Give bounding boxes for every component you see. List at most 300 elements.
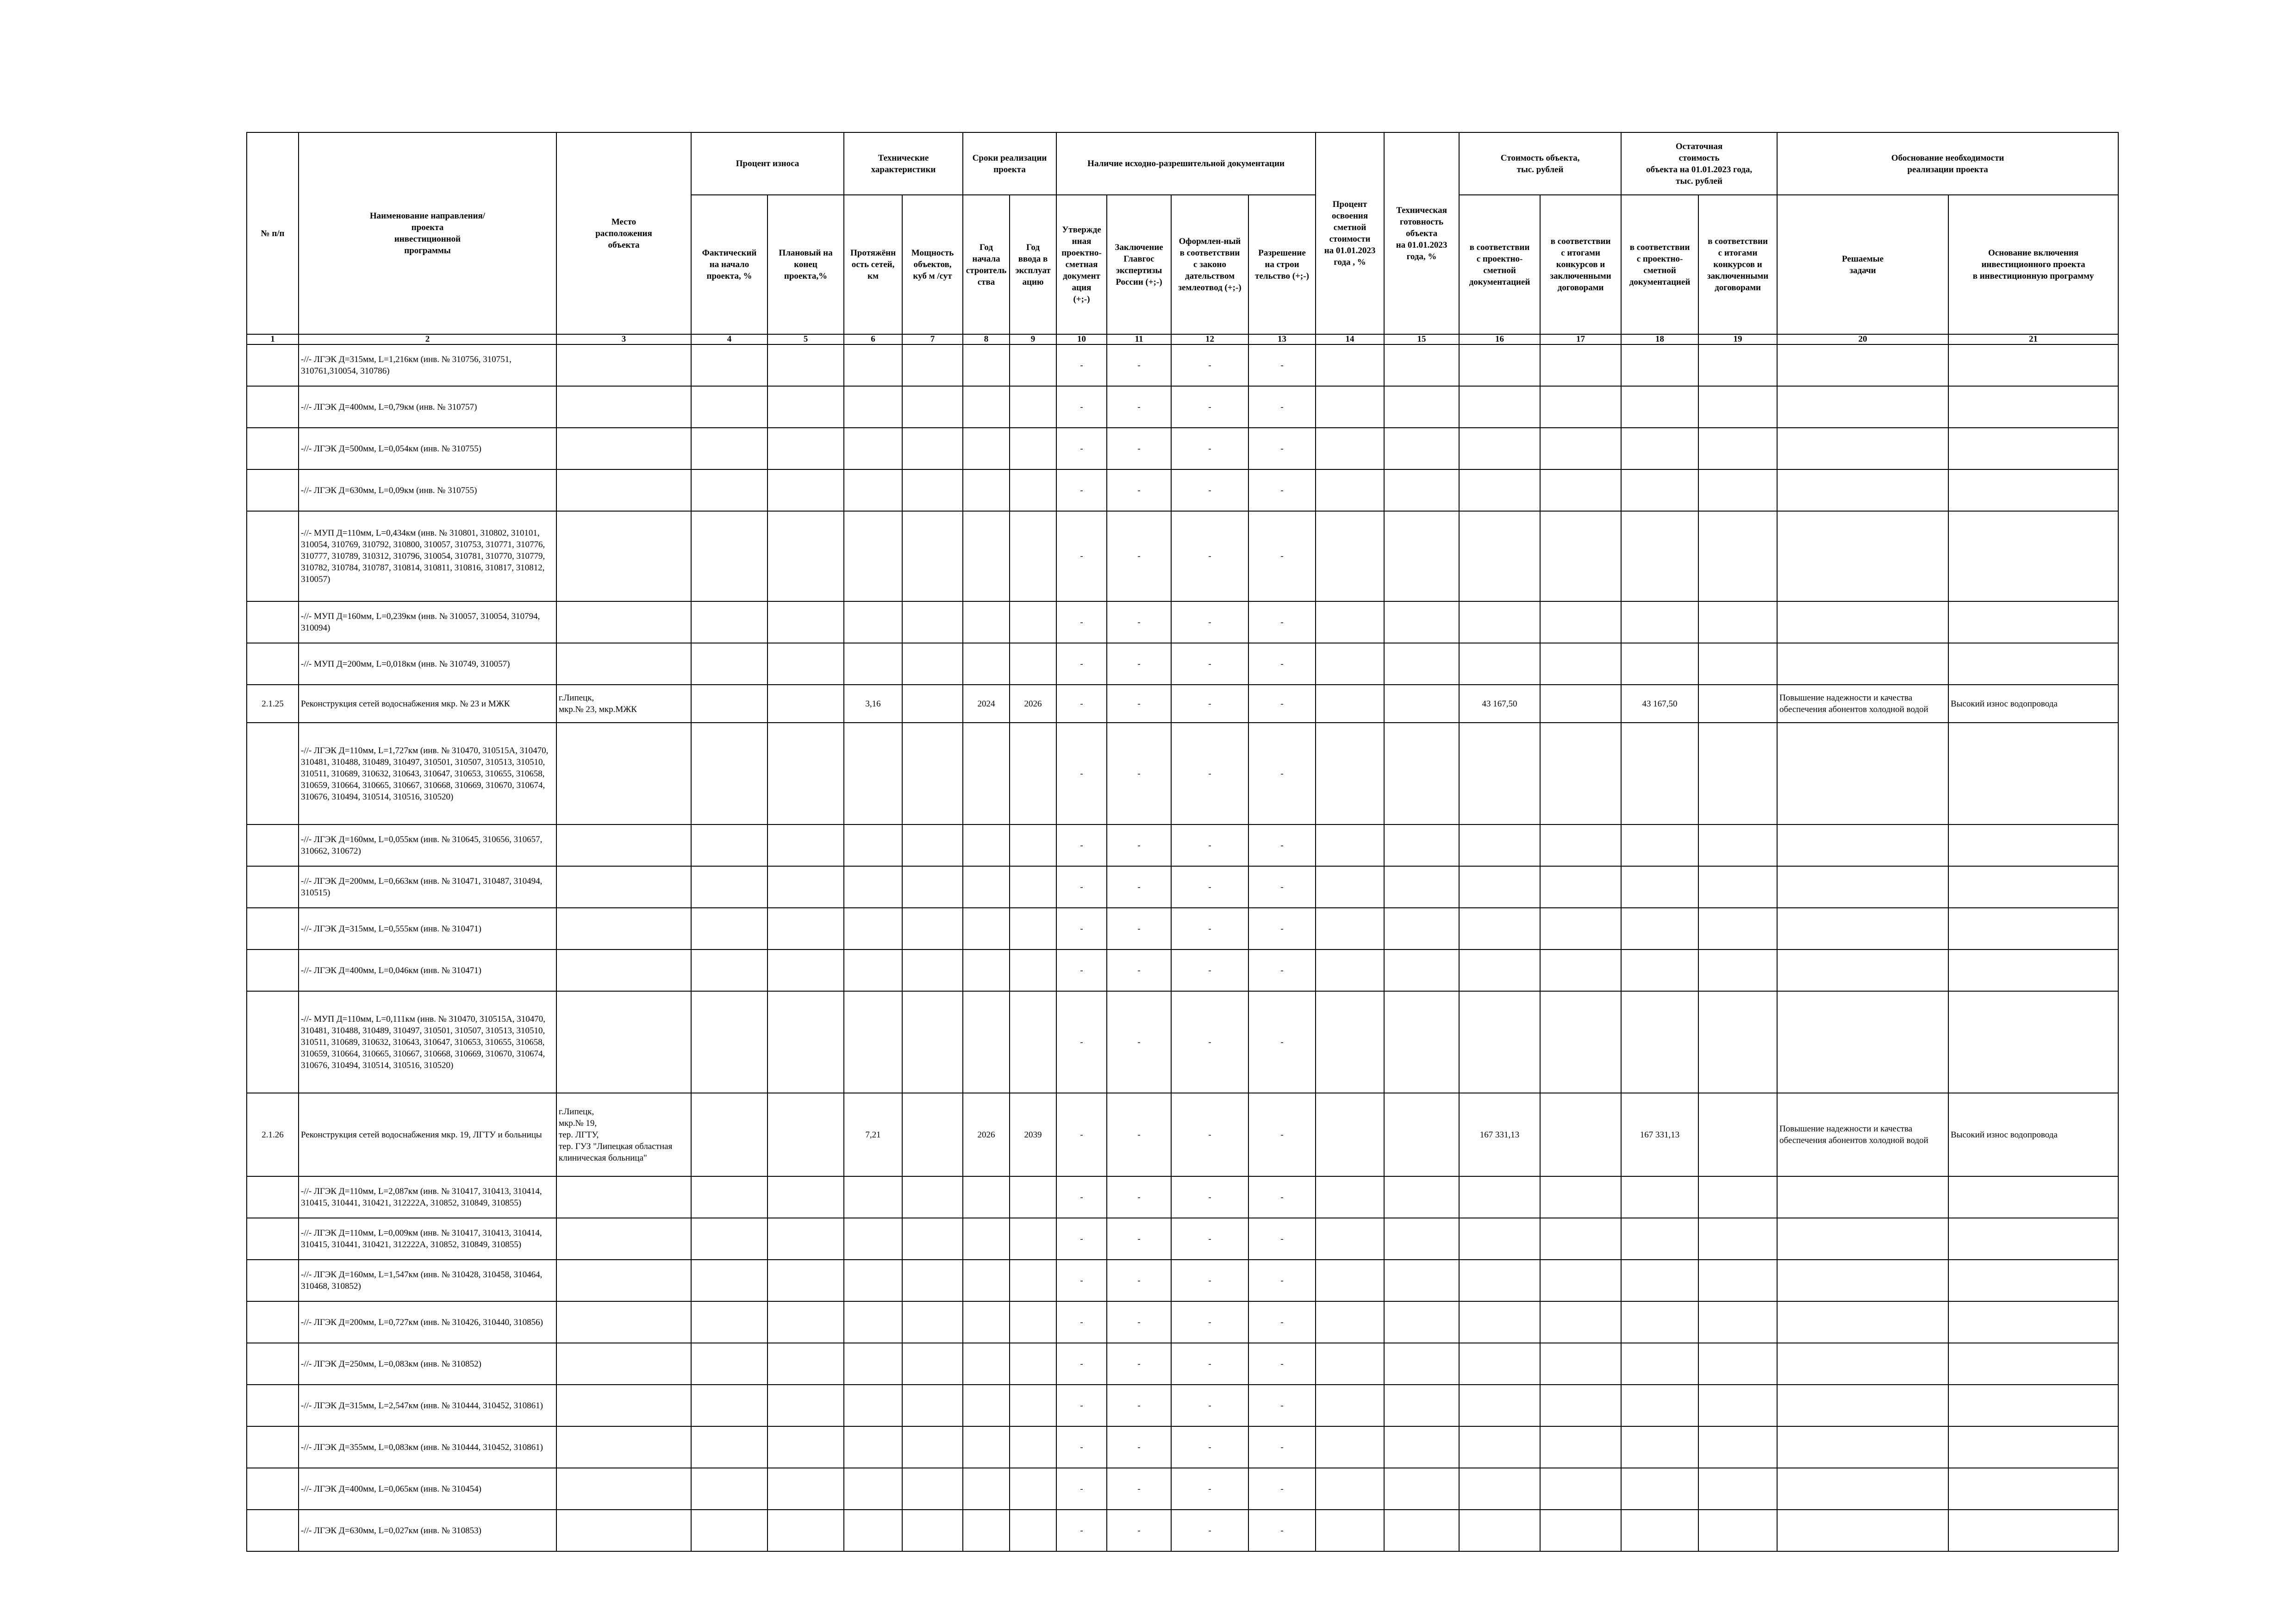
- row-number: [247, 511, 299, 601]
- row-doc-flag: -: [1171, 344, 1248, 386]
- row-capacity: [902, 1468, 963, 1510]
- row-cost-contracts: [1540, 1093, 1621, 1176]
- row-year-start: [963, 428, 1010, 469]
- row-number: [247, 469, 299, 511]
- table-row: [247, 344, 2118, 386]
- row-place: [556, 1385, 691, 1426]
- row-place: [556, 908, 691, 949]
- table-row: [247, 1343, 2118, 1385]
- row-number: [247, 949, 299, 991]
- row-length: [844, 643, 902, 685]
- row-cost-psd: [1459, 511, 1540, 601]
- row-wear-end: [767, 428, 844, 469]
- row-ready: [1384, 1176, 1459, 1218]
- row-length: [844, 1218, 902, 1260]
- row-place: [556, 723, 691, 824]
- row-rest-contracts: [1698, 469, 1777, 511]
- column-number: 6: [844, 334, 902, 344]
- table-row: [247, 1301, 2118, 1343]
- table-row: [247, 949, 2118, 991]
- row-place: [556, 1260, 691, 1301]
- row-wear-end: [767, 1218, 844, 1260]
- row-cost-contracts: [1540, 511, 1621, 601]
- header-ready: Техническая готовность объекта на 01.01.2023 года, %: [1384, 132, 1459, 334]
- row-ready: [1384, 1468, 1459, 1510]
- row-basis: [1948, 1260, 2118, 1301]
- row-year-start: [963, 1218, 1010, 1260]
- row-number: [247, 908, 299, 949]
- row-capacity: [902, 866, 963, 908]
- column-number: 7: [902, 334, 963, 344]
- header-docs: Наличие исходно-разрешительной документации: [1056, 132, 1316, 195]
- row-rest-psd: [1621, 1301, 1698, 1343]
- row-doc-flag: -: [1248, 1343, 1316, 1385]
- row-doc-flag: -: [1107, 1343, 1171, 1385]
- row-ready: [1384, 685, 1459, 723]
- row-wear-start: [691, 1468, 767, 1510]
- row-year-start: [963, 1176, 1010, 1218]
- row-length: [844, 1510, 902, 1551]
- row-capacity: [902, 601, 963, 643]
- row-wear-end: [767, 1426, 844, 1468]
- row-doc-flag: -: [1171, 643, 1248, 685]
- row-doc-flag: -: [1056, 991, 1107, 1093]
- row-length: [844, 949, 902, 991]
- row-basis: [1948, 1176, 2118, 1218]
- row-doc-flag: -: [1248, 344, 1316, 386]
- row-place: [556, 1468, 691, 1510]
- row-place: [556, 344, 691, 386]
- row-cost-psd: [1459, 386, 1540, 428]
- row-pct: [1316, 1218, 1384, 1260]
- row-ready: [1384, 386, 1459, 428]
- row-year-start: [963, 824, 1010, 866]
- row-place: [556, 469, 691, 511]
- row-pct: [1316, 685, 1384, 723]
- row-cost-contracts: [1540, 1218, 1621, 1260]
- row-capacity: [902, 469, 963, 511]
- row-doc-flag: -: [1248, 1468, 1316, 1510]
- row-number: [247, 723, 299, 824]
- row-basis: [1948, 1468, 2118, 1510]
- header-wear-start: Фактический на начало проекта, %: [691, 195, 767, 334]
- row-place: [556, 949, 691, 991]
- row-capacity: [902, 1510, 963, 1551]
- row-doc-flag: -: [1056, 1385, 1107, 1426]
- row-year-start: [963, 1468, 1010, 1510]
- row-doc-flag: -: [1171, 601, 1248, 643]
- row-ready: [1384, 428, 1459, 469]
- row-wear-end: [767, 824, 844, 866]
- row-pct: [1316, 1468, 1384, 1510]
- row-wear-start: [691, 428, 767, 469]
- row-ready: [1384, 1426, 1459, 1468]
- row-year-start: [963, 1260, 1010, 1301]
- row-wear-end: [767, 1468, 844, 1510]
- row-task: [1777, 428, 1948, 469]
- row-cost-psd: [1459, 1468, 1540, 1510]
- row-doc-flag: -: [1056, 601, 1107, 643]
- row-length: [844, 1426, 902, 1468]
- header-docs-expertise: Заключение Главгос экспертизы России (+;-): [1107, 195, 1171, 334]
- column-number: 18: [1621, 334, 1698, 344]
- row-doc-flag: -: [1107, 685, 1171, 723]
- row-wear-end: [767, 685, 844, 723]
- row-length: [844, 386, 902, 428]
- row-doc-flag: -: [1107, 344, 1171, 386]
- row-rest-psd: [1621, 386, 1698, 428]
- row-number: [247, 1426, 299, 1468]
- row-rest-contracts: [1698, 344, 1777, 386]
- column-number: 13: [1248, 334, 1316, 344]
- row-basis: Высокий износ водопровода: [1948, 1093, 2118, 1176]
- row-task: [1777, 511, 1948, 601]
- row-rest-contracts: [1698, 1343, 1777, 1385]
- row-wear-end: [767, 1343, 844, 1385]
- row-doc-flag: -: [1107, 1176, 1171, 1218]
- header-docs-permit: Разрешение на строи тельство (+;-): [1248, 195, 1316, 334]
- row-place: [556, 1176, 691, 1218]
- header-terms-end: Год ввода в эксплуат ацию: [1010, 195, 1056, 334]
- row-year-end: [1010, 601, 1056, 643]
- row-rest-psd: 43 167,50: [1621, 685, 1698, 723]
- header-tech: Технические характеристики: [844, 132, 963, 195]
- row-number: [247, 386, 299, 428]
- row-cost-contracts: [1540, 723, 1621, 824]
- row-doc-flag: -: [1056, 469, 1107, 511]
- row-rest-psd: [1621, 949, 1698, 991]
- row-pct: [1316, 991, 1384, 1093]
- row-doc-flag: -: [1107, 1260, 1171, 1301]
- row-length: [844, 428, 902, 469]
- row-capacity: [902, 1301, 963, 1343]
- row-ready: [1384, 643, 1459, 685]
- row-task: [1777, 1218, 1948, 1260]
- row-pct: [1316, 386, 1384, 428]
- row-doc-flag: -: [1056, 643, 1107, 685]
- row-year-end: [1010, 469, 1056, 511]
- table-row: [247, 601, 2118, 643]
- row-name: -//- ЛГЭК Д=110мм, L=2,087км (инв. № 310417, 310413, 310414, 310415, 310441, 310421, 312222А, 310852, 310849, 310855): [299, 1176, 556, 1218]
- row-length: [844, 723, 902, 824]
- header-reason-basis: Основание включения инвестиционного проекта в инвестиционную программу: [1948, 195, 2118, 334]
- row-wear-start: [691, 1093, 767, 1176]
- row-wear-start: [691, 643, 767, 685]
- row-wear-end: [767, 469, 844, 511]
- row-capacity: [902, 685, 963, 723]
- row-doc-flag: -: [1107, 469, 1171, 511]
- row-year-start: [963, 949, 1010, 991]
- row-name: -//- ЛГЭК Д=630мм, L=0,09км (инв. № 310755): [299, 469, 556, 511]
- row-cost-contracts: [1540, 601, 1621, 643]
- header-cost-contracts: в соответствии с итогами конкурсов и заключенными договорами: [1540, 195, 1621, 334]
- table-row: [247, 1260, 2118, 1301]
- header-reason-tasks: Решаемые задачи: [1777, 195, 1948, 334]
- row-name: -//- МУП Д=110мм, L=0,434км (инв. № 310801, 310802, 310101, 310054, 310769, 310792, 310800, 310057, 310753, 310771, 310776, 310777, 310789, 310312, 310796, 310054, 310781, 310770, 310779, 310782, 310784, 310787, 310814, 310811, 310816, 310817, 310812, 310057): [299, 511, 556, 601]
- row-wear-start: [691, 1218, 767, 1260]
- row-cost-contracts: [1540, 1468, 1621, 1510]
- row-number: [247, 1385, 299, 1426]
- row-cost-psd: [1459, 908, 1540, 949]
- row-rest-psd: [1621, 1510, 1698, 1551]
- row-year-end: [1010, 1468, 1056, 1510]
- row-number: [247, 344, 299, 386]
- table-row: [247, 1385, 2118, 1426]
- row-length: [844, 991, 902, 1093]
- row-doc-flag: -: [1107, 824, 1171, 866]
- row-wear-end: [767, 643, 844, 685]
- row-place: [556, 866, 691, 908]
- row-name: -//- ЛГЭК Д=400мм, L=0,79км (инв. № 310757): [299, 386, 556, 428]
- row-doc-flag: -: [1056, 1426, 1107, 1468]
- row-number: [247, 1218, 299, 1260]
- row-doc-flag: -: [1171, 1093, 1248, 1176]
- row-doc-flag: -: [1248, 511, 1316, 601]
- row-cost-contracts: [1540, 1426, 1621, 1468]
- row-doc-flag: -: [1107, 991, 1171, 1093]
- row-doc-flag: -: [1171, 469, 1248, 511]
- row-ready: [1384, 824, 1459, 866]
- row-length: [844, 866, 902, 908]
- row-number: [247, 1468, 299, 1510]
- row-capacity: [902, 1385, 963, 1426]
- row-doc-flag: -: [1171, 1385, 1248, 1426]
- row-task: [1777, 1260, 1948, 1301]
- row-number: 2.1.26: [247, 1093, 299, 1176]
- row-task: Повышение надежности и качества обеспечения абонентов холодной водой: [1777, 1093, 1948, 1176]
- row-year-start: [963, 991, 1010, 1093]
- row-doc-flag: -: [1171, 1343, 1248, 1385]
- row-doc-flag: -: [1107, 428, 1171, 469]
- row-year-end: [1010, 344, 1056, 386]
- row-pct: [1316, 344, 1384, 386]
- row-basis: [1948, 949, 2118, 991]
- row-place: [556, 1301, 691, 1343]
- row-length: [844, 344, 902, 386]
- row-rest-psd: [1621, 1218, 1698, 1260]
- row-length: [844, 469, 902, 511]
- row-rest-psd: [1621, 723, 1698, 824]
- column-number: 2: [299, 334, 556, 344]
- row-ready: [1384, 601, 1459, 643]
- table-row: [247, 685, 2118, 723]
- row-ready: [1384, 866, 1459, 908]
- row-rest-psd: [1621, 866, 1698, 908]
- column-number: 8: [963, 334, 1010, 344]
- row-doc-flag: -: [1248, 386, 1316, 428]
- row-basis: [1948, 469, 2118, 511]
- row-cost-psd: [1459, 1176, 1540, 1218]
- row-doc-flag: -: [1056, 1218, 1107, 1260]
- row-capacity: [902, 1218, 963, 1260]
- row-doc-flag: -: [1248, 469, 1316, 511]
- row-basis: [1948, 386, 2118, 428]
- row-rest-contracts: [1698, 949, 1777, 991]
- row-doc-flag: -: [1248, 824, 1316, 866]
- row-ready: [1384, 344, 1459, 386]
- row-year-end: [1010, 1510, 1056, 1551]
- row-doc-flag: -: [1107, 949, 1171, 991]
- row-task: [1777, 1468, 1948, 1510]
- row-wear-end: [767, 601, 844, 643]
- row-rest-psd: [1621, 1260, 1698, 1301]
- row-pct: [1316, 723, 1384, 824]
- row-doc-flag: -: [1171, 1176, 1248, 1218]
- row-cost-contracts: [1540, 1510, 1621, 1551]
- row-wear-start: [691, 601, 767, 643]
- row-cost-psd: [1459, 949, 1540, 991]
- row-length: [844, 1301, 902, 1343]
- row-name: -//- ЛГЭК Д=500мм, L=0,054км (инв. № 310755): [299, 428, 556, 469]
- row-wear-end: [767, 1301, 844, 1343]
- row-pct: [1316, 1176, 1384, 1218]
- row-doc-flag: -: [1248, 991, 1316, 1093]
- row-capacity: [902, 824, 963, 866]
- row-doc-flag: -: [1056, 1343, 1107, 1385]
- row-doc-flag: -: [1107, 1510, 1171, 1551]
- row-name: -//- ЛГЭК Д=315мм, L=1,216км (инв. № 310756, 310751, 310761,310054, 310786): [299, 344, 556, 386]
- row-pct: [1316, 643, 1384, 685]
- row-ready: [1384, 469, 1459, 511]
- row-name: -//- ЛГЭК Д=400мм, L=0,046км (инв. № 310471): [299, 949, 556, 991]
- table-row: [247, 723, 2118, 824]
- column-number: 15: [1384, 334, 1459, 344]
- header-wear-end: Плановый на конец проекта,%: [767, 195, 844, 334]
- row-cost-psd: [1459, 866, 1540, 908]
- row-rest-contracts: [1698, 824, 1777, 866]
- row-wear-start: [691, 723, 767, 824]
- table-row: [247, 428, 2118, 469]
- row-task: [1777, 386, 1948, 428]
- row-doc-flag: -: [1171, 949, 1248, 991]
- row-name: -//- ЛГЭК Д=160мм, L=1,547км (инв. № 310428, 310458, 310464, 310468, 310852): [299, 1260, 556, 1301]
- row-cost-contracts: [1540, 1385, 1621, 1426]
- row-doc-flag: -: [1171, 511, 1248, 601]
- row-number: [247, 1301, 299, 1343]
- row-cost-contracts: [1540, 1301, 1621, 1343]
- table-row: [247, 1468, 2118, 1510]
- row-doc-flag: -: [1056, 908, 1107, 949]
- row-number: [247, 1510, 299, 1551]
- row-doc-flag: -: [1056, 1093, 1107, 1176]
- row-task: [1777, 1426, 1948, 1468]
- row-year-end: [1010, 723, 1056, 824]
- row-pct: [1316, 1510, 1384, 1551]
- row-doc-flag: -: [1056, 428, 1107, 469]
- row-doc-flag: -: [1171, 1426, 1248, 1468]
- row-capacity: [902, 991, 963, 1093]
- row-cost-psd: [1459, 991, 1540, 1093]
- header-pct: Процент освоения сметной стоимости на 01.01.2023 года , %: [1316, 132, 1384, 334]
- row-pct: [1316, 1093, 1384, 1176]
- table-row: [247, 386, 2118, 428]
- row-capacity: [902, 511, 963, 601]
- row-task: [1777, 824, 1948, 866]
- row-doc-flag: -: [1107, 723, 1171, 824]
- row-wear-start: [691, 511, 767, 601]
- row-year-end: [1010, 1426, 1056, 1468]
- row-cost-contracts: [1540, 991, 1621, 1093]
- row-number: [247, 601, 299, 643]
- row-year-end: [1010, 428, 1056, 469]
- table-row: [247, 1176, 2118, 1218]
- row-cost-psd: [1459, 1301, 1540, 1343]
- row-rest-psd: 167 331,13: [1621, 1093, 1698, 1176]
- table-row: [247, 1426, 2118, 1468]
- row-ready: [1384, 1510, 1459, 1551]
- row-rest-contracts: [1698, 601, 1777, 643]
- column-number: 3: [556, 334, 691, 344]
- row-year-end: 2026: [1010, 685, 1056, 723]
- row-year-start: [963, 1385, 1010, 1426]
- row-doc-flag: -: [1056, 1468, 1107, 1510]
- header-terms: Сроки реализации проекта: [963, 132, 1056, 195]
- row-wear-start: [691, 1260, 767, 1301]
- row-name: -//- ЛГЭК Д=355мм, L=0,083км (инв. № 310444, 310452, 310861): [299, 1426, 556, 1468]
- row-number: [247, 1176, 299, 1218]
- row-place: [556, 428, 691, 469]
- table-row: [247, 824, 2118, 866]
- row-pct: [1316, 1426, 1384, 1468]
- row-doc-flag: -: [1107, 1385, 1171, 1426]
- row-basis: [1948, 824, 2118, 866]
- row-name: -//- МУП Д=160мм, L=0,239км (инв. № 310057, 310054, 310794, 310094): [299, 601, 556, 643]
- row-task: [1777, 1176, 1948, 1218]
- row-year-start: [963, 643, 1010, 685]
- header-tech-cap: Мощность объектов, куб м /сут: [902, 195, 963, 334]
- row-wear-start: [691, 1301, 767, 1343]
- column-number: 14: [1316, 334, 1384, 344]
- row-rest-psd: [1621, 511, 1698, 601]
- row-year-end: [1010, 1343, 1056, 1385]
- row-length: [844, 511, 902, 601]
- row-year-start: [963, 1426, 1010, 1468]
- row-basis: [1948, 1426, 2118, 1468]
- row-place: г.Липецк, мкр.№ 23, мкр.МЖК: [556, 685, 691, 723]
- row-name: -//- МУП Д=110мм, L=0,111км (инв. № 310470, 310515А, 310470, 310481, 310488, 310489, 310497, 310501, 310507, 310513, 310510, 310511, 310689, 310632, 310643, 310647, 310653, 310655, 310658, 310659, 310664, 310665, 310667, 310668, 310669, 310670, 310674, 310676, 310494, 310514, 310516, 310520): [299, 991, 556, 1093]
- row-wear-end: [767, 1176, 844, 1218]
- column-number: 4: [691, 334, 767, 344]
- row-year-end: [1010, 908, 1056, 949]
- column-number: 20: [1777, 334, 1948, 344]
- row-task: [1777, 1343, 1948, 1385]
- row-rest-psd: [1621, 1343, 1698, 1385]
- row-task: [1777, 1301, 1948, 1343]
- row-ready: [1384, 723, 1459, 824]
- row-doc-flag: -: [1107, 1218, 1171, 1260]
- row-doc-flag: -: [1248, 1510, 1316, 1551]
- row-cost-contracts: [1540, 685, 1621, 723]
- row-wear-start: [691, 991, 767, 1093]
- row-cost-psd: [1459, 344, 1540, 386]
- row-name: Реконструкция сетей водоснабжения мкр. № 23 и МЖК: [299, 685, 556, 723]
- row-doc-flag: -: [1107, 511, 1171, 601]
- row-place: [556, 1218, 691, 1260]
- row-doc-flag: -: [1248, 1426, 1316, 1468]
- row-task: [1777, 643, 1948, 685]
- row-doc-flag: -: [1107, 1301, 1171, 1343]
- row-doc-flag: -: [1107, 643, 1171, 685]
- row-doc-flag: -: [1107, 866, 1171, 908]
- row-length: [844, 824, 902, 866]
- row-doc-flag: -: [1056, 1301, 1107, 1343]
- row-doc-flag: -: [1107, 1468, 1171, 1510]
- row-name: Реконструкция сетей водоснабжения мкр. 19, ЛГТУ и больницы: [299, 1093, 556, 1176]
- column-number: 21: [1948, 334, 2118, 344]
- row-pct: [1316, 1385, 1384, 1426]
- row-wear-start: [691, 949, 767, 991]
- row-task: [1777, 723, 1948, 824]
